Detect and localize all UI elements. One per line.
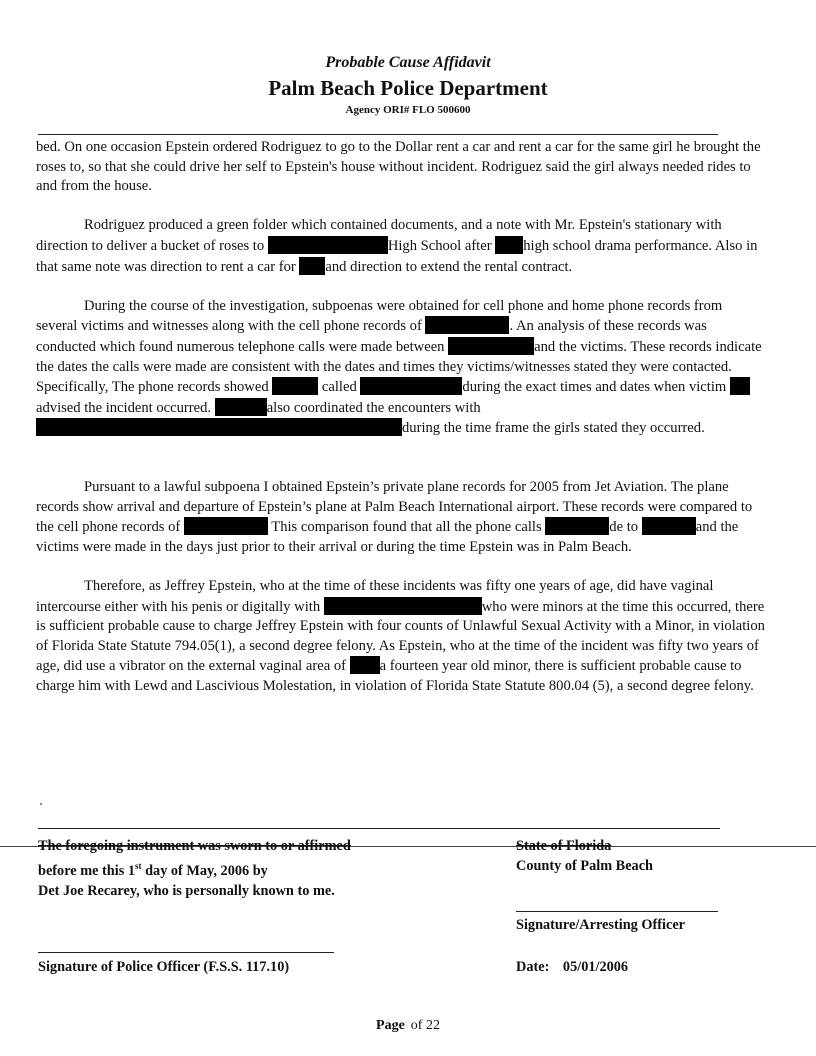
redaction-box bbox=[642, 517, 696, 535]
redaction-box bbox=[272, 377, 318, 395]
paragraph-3: During the course of the investigation, subpoenas were obtained for cell phone and home phone records from several victims and witnesses along with the cell phone records of . An analysis of these records was conducted which found numerous telephone calls were made between and the victims. These records indicate the dates the calls were made are consistent with the dates and times they victims/witnesses stated they were contacted. Specifically, The phone records showed called during the exact times and dates when victim advised the incident occurred. also coordinated the encounters with during the time frame the girls stated they occurred. bbox=[36, 297, 762, 437]
redaction-box bbox=[184, 517, 268, 535]
police-officer-label: Signature of Police Officer (F.S.S. 117.10) bbox=[38, 959, 290, 975]
page-label: Page bbox=[376, 1018, 405, 1033]
redaction-box bbox=[425, 316, 509, 334]
police-officer-signature-line bbox=[38, 952, 334, 953]
redaction-box bbox=[324, 597, 482, 615]
jurisdiction bbox=[516, 836, 736, 876]
arresting-officer-signature-line bbox=[516, 911, 718, 912]
department-name: Palm Beach Police Department bbox=[268, 76, 548, 100]
date-label: Date: bbox=[516, 959, 550, 975]
redaction-box bbox=[299, 257, 325, 275]
redaction-box bbox=[268, 236, 388, 254]
notary-line-1: The foregoing instrument was sworn to or affirmed bbox=[38, 838, 351, 854]
affidavit-body bbox=[36, 138, 766, 716]
redaction-box bbox=[404, 377, 462, 395]
paragraph-5: Therefore, as Jeffrey Epstein, who at the time of these incidents was fifty one years of age, did have vaginal intercourse either with his penis or digitally with who were minors at the time this occurred, there is sufficient probable cause to charge Jeffrey Epstein with four counts of Unlawful Sexual Activity with a Minor, in violation of Florida State Statute 794.05(1), a second degree felony. As Epstein, who at the time of the incident was fifty two years of age, did use a vibrator on the external vaginal area of a fourteen year old minor, there is sufficient probable cause to charge him with Lewd and Lascivious Molestation, in violation of Florida State Statute 800.04 (5), a second degree felony. bbox=[36, 578, 765, 695]
redaction-box bbox=[730, 377, 750, 395]
notary-line-2: before me this 1st day of May, 2006 by bbox=[38, 861, 268, 879]
notary-line-3: Det Joe Recarey, who is personally known to me. bbox=[38, 882, 335, 899]
paragraph-2: Rodriguez produced a green folder which contained documents, and a note with Mr. Epstein's stationary with direction to deliver a bucket of roses to High School after high school drama performance. Also in that same note was direction to rent a car for and direction to extend the rental contract. bbox=[36, 217, 758, 275]
redaction-box bbox=[215, 398, 267, 416]
state-label: State of Florida bbox=[516, 838, 612, 854]
notary-statement bbox=[38, 836, 498, 901]
page-footer bbox=[0, 1018, 816, 1034]
redaction-box bbox=[448, 337, 534, 355]
paragraph-4: Pursuant to a lawful subpoena I obtained Epstein’s private plane records for 2005 from Jet Aviation. The plane records show arrival and departure of Epstein’s plane at Palm Beach International airport. These records were compared to the cell phone records of This comparison found that all the phone calls de to and the victims were made in the days just prior to their arrival or during the time Epstein was in Palm Beach. bbox=[36, 479, 753, 555]
redaction-box bbox=[36, 418, 402, 436]
notary-top-rule bbox=[38, 828, 720, 829]
redaction-box bbox=[545, 517, 609, 535]
page-total: of 22 bbox=[410, 1018, 440, 1033]
arresting-officer-label: Signature/Arresting Officer bbox=[516, 917, 686, 933]
paragraph-1: bed. On one occasion Epstein ordered Rodriguez to go to the Dollar rent a car and rent a car for the same girl he brought the roses to, so that she could drive her self to Epstein's house without incident. Rodriguez said the girl always needed rides to and from the house. bbox=[36, 139, 761, 195]
affidavit-title: Probable Cause Affidavit bbox=[325, 54, 491, 71]
redaction-box bbox=[350, 656, 380, 674]
signature-date bbox=[516, 957, 628, 977]
header-rule bbox=[38, 134, 718, 135]
date-value: 05/01/2006 bbox=[562, 959, 629, 975]
redaction-box bbox=[495, 236, 523, 254]
agency-ori: Agency ORI# FLO 500600 bbox=[345, 104, 471, 116]
scan-speck bbox=[40, 803, 42, 805]
county-label: County of Palm Beach bbox=[516, 858, 654, 874]
redaction-box bbox=[360, 377, 404, 395]
